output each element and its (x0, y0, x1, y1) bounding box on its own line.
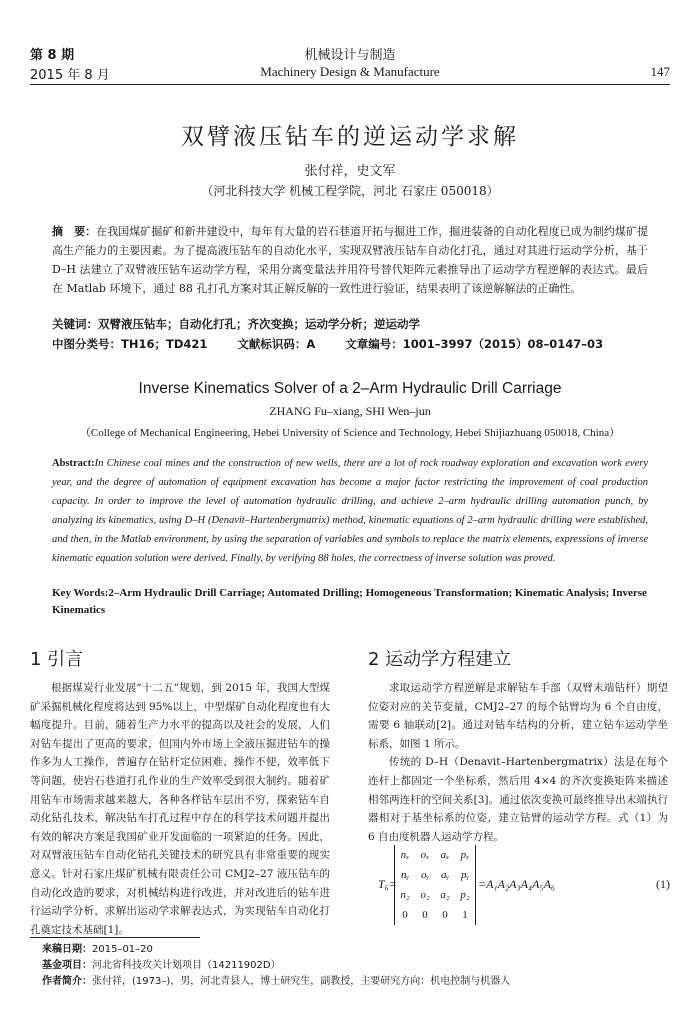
abstract-cn (52, 222, 648, 298)
equation-number: (1) (656, 877, 670, 891)
matrix-cell: pₓ (460, 849, 470, 861)
abstract-en (52, 454, 648, 568)
received-label: 来稿日期： (42, 944, 92, 955)
section-2-title: 2 运动学方程建立 (368, 649, 512, 670)
matrix-row (395, 905, 475, 925)
affiliation-en: （College of Mechanical Engineering, Hebei University of Science and Technology, Hebei Shijiazhuang 050018, China） (79, 427, 621, 439)
footnote-author (42, 974, 670, 990)
author-label: 作者简介： (42, 976, 92, 987)
equation-1 (368, 845, 670, 927)
issue-date: 2015 年 8 月 (30, 68, 110, 83)
abstract-en-label: Abstract: (52, 458, 95, 469)
page-header (30, 42, 670, 84)
matrix-cell: 0 (402, 909, 408, 921)
matrix-cell: a₂ (440, 889, 450, 901)
article-number: 文章编号：1001–3997（2015）08–0147–03 (345, 337, 604, 351)
keywords-en (52, 585, 648, 619)
keywords-en-text: 2–Arm Hydraulic Drill Carriage; Automated Drilling; Homogeneous Transformation; Kinematic Analysis; Inverse Kinematics (52, 587, 647, 616)
abstract-cn-label: 摘 要： (52, 225, 97, 238)
section-2-paragraph-1: 求取运动学方程逆解是求解钻车手部（双臂末端钻杆）期望位姿对应的关节变量，CMJ2–27 的每个钻臂均为 6 个自由度，需要 6 轴联动[2]。通过对钻车结构的分析，建立钻车运动学坐标系，如图 1 所示。 (368, 682, 668, 750)
footnote-fund (42, 958, 670, 974)
abstract-en-text: In Chinese coal mines and the construction of new wells, there are a lot of rock roadway exploration and excavation work every year, and the degree of automation of equipment excavation has become a major factor restricting the improvement of coal production capacity. In order to improve the level of automation hydraulic drilling, and achieve 2–arm hydraulic drilling automation punch, by analyzing its kinematics, using D–H (Denavit–Hartenbergmatrix) method, kinematic equations of 2–arm hydraulic drilling were established, and then, in the Matlab environment, by using the separation of variables and symbols to replace the matrix elements, expressions of inverse kinematic equation solution were derived. Finally, by verifying 88 holes, the correctness of inverse solution was proved. (52, 458, 648, 564)
matrix-row (395, 885, 475, 905)
transform-matrix (394, 845, 476, 925)
journal-name-en: Machinery Design & Manufacture (260, 64, 440, 79)
clc-number: 中图分类号：TH16；TD421 (52, 337, 208, 351)
equation-lhs: T₆= (378, 877, 397, 891)
footnote-divider (30, 937, 200, 938)
matrix-cell: pᵧ (460, 869, 470, 881)
equation-rhs: =A₁A₂A₃A₄A₅A₆ (478, 877, 556, 891)
section-2-paragraph-2: 传统的 D–H（Denavit–Hartenbergmatrix）法是在每个连杆上都固定一个坐标系，然后用 4×4 的齐次变换矩阵来描述相邻两连杆的空间关系[3]。通过依次变换可最终推导出末端执行器相对于基坐标系的位姿，建立钻臂的运动学方程。式（1）为 6 自由度机器人运动学方程。 (368, 756, 668, 843)
matrix-cell: oᵧ (420, 869, 430, 881)
matrix-row (395, 845, 475, 865)
document-code: 文献标识码：A (237, 337, 316, 351)
section-1-paragraph: 根据煤炭行业发展“十二五”规划，到 2015 年，我国大型煤矿采掘机械化程度将达到 95%以上，中型煤矿自动化程度也有大幅度提升。目前，随着生产力水平的提高以及社会的发展，人们对钻车提出了更高的要求，但国内外市场上全液压掘进钻车的操作多为人工操作，普遍存在钻杆定位困难、操作不便，效率低下等问题，使岩石巷道打孔作业的生产效率受到很大制约。随着矿用钻车市场需求越来越大，各种各样钻车层出不穷，探索钻车自动化钻孔技术，解决钻车打孔过程中存在的科学技术问题并提出有效的解决方案是我国矿业开发面临的一项紧迫的任务。因此，对双臂液压钻车自动化钻孔关键技术的研究具有非常重要的现实意义。针对石家庄煤矿机械有限责任公司 CMJ2–27 液压钻车的自动化改造的要求，对机械结构进行改进，并对改进后的钻车进行运动学分析，求解出运动学求解表达式，为实现钻车自动化打孔奠定技术基础[1]。 (30, 682, 330, 936)
matrix-cell: aᵧ (440, 869, 450, 881)
journal-name-cn: 机械设计与制造 (304, 48, 396, 63)
received-text: 2015–01–20 (92, 944, 153, 955)
fund-text: 河北省科技攻关计划项目（14211902D） (92, 960, 281, 971)
paper-title-en: Inverse Kinematics Solver of a 2–Arm Hydraulic Drill Carriage (138, 380, 562, 397)
paper-title-cn: 双臂液压钻车的逆运动学求解 (181, 124, 519, 150)
keywords-cn (52, 316, 648, 332)
matrix-cell: o₂ (420, 889, 430, 901)
header-divider (30, 84, 670, 85)
column-left (30, 645, 330, 939)
keywords-cn-text: 双臂液压钻车；自动化打孔；齐次变换；运动学分析；逆运动学 (98, 317, 420, 331)
matrix-cell: oₓ (420, 849, 430, 861)
matrix-cell: 0 (442, 909, 448, 921)
issue-number: 第 8 期 (30, 48, 75, 63)
matrix-cell: aₓ (440, 849, 450, 861)
authors-en: ZHANG Fu–xiang, SHI Wen–jun (269, 404, 431, 418)
matrix-cell: 1 (462, 909, 468, 921)
matrix-row (395, 865, 475, 885)
matrix-cell: n₂ (400, 889, 410, 901)
matrix-cell: nₓ (400, 849, 410, 861)
keywords-en-label: Key Words: (52, 587, 109, 599)
fund-label: 基金项目： (42, 960, 92, 971)
page-number: 147 (650, 64, 670, 79)
author-text: 张付祥，(1973–)，男，河北青县人，博士研究生，副教授，主要研究方向：机电控制与机器人 (92, 976, 511, 987)
matrix-cell: p₂ (460, 889, 470, 901)
affiliation-cn: （河北科技大学 机械工程学院，河北 石家庄 050018） (201, 184, 499, 198)
footnotes (42, 942, 670, 990)
abstract-cn-text: 在我国煤矿掘矿和新井建设中，每年有大量的岩石巷道开拓与掘进工作，掘进装备的自动化程度已成为制约煤矿提高生产能力的主要因素。为了提高液压钻车的自动化水平，实现双臂液压钻车自动化打孔，通过对其进行运动学分析，基于 D–H 法建立了双臂液压钻车运动学方程，采用分离变量法并用符号替代矩阵元素推导出了运动学方程逆解的表达式。最后在 Matlab 环境下，通过 88 孔打孔方案对其正解反解的一致性进行验证，结果表明了该逆解解法的正确性。 (52, 225, 649, 295)
authors-cn: 张付祥，史文军 (304, 164, 396, 179)
matrix-cell: nᵧ (400, 869, 410, 881)
keywords-cn-label: 关键词： (52, 317, 98, 331)
column-right (368, 645, 668, 846)
footnote-received (42, 942, 670, 958)
classification-line (52, 336, 648, 352)
matrix-cell: 0 (422, 909, 428, 921)
section-1-title: 1 引言 (30, 649, 84, 670)
